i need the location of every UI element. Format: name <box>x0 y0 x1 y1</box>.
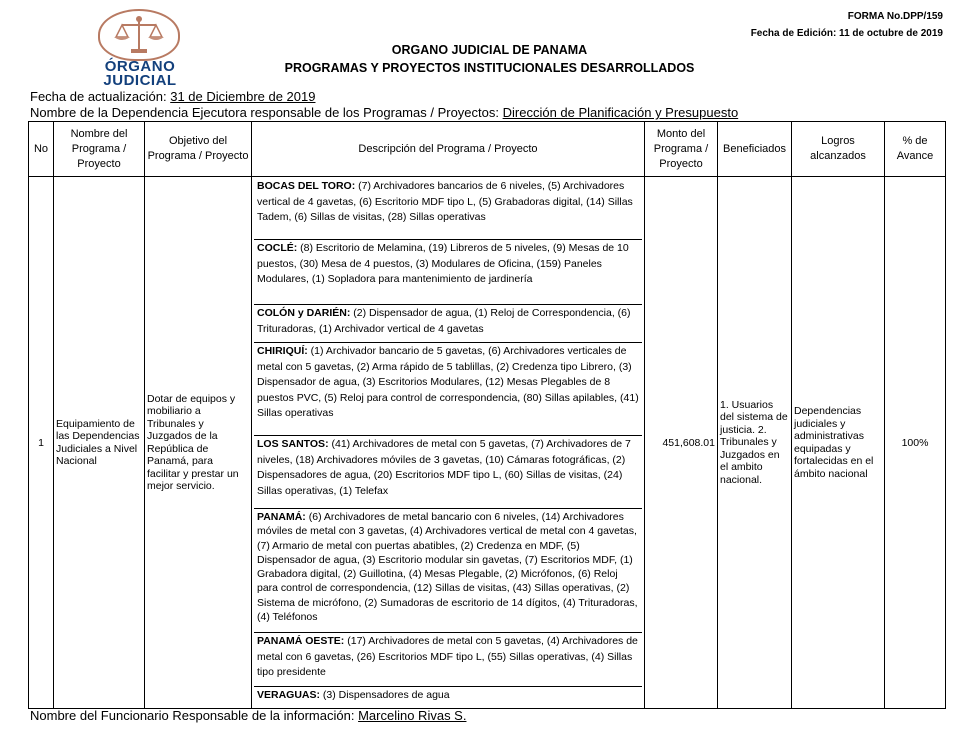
header-amount: Monto del Programa / Proyecto <box>645 122 718 177</box>
footer-line <box>30 708 466 723</box>
row-progress: 100% <box>885 177 946 709</box>
desc-segment-los-santos: LOS SANTOS: (41) Archivadores de metal con 5 gavetas, (7) Archivadores de 7 niveles, (18) Archivadores móviles de 3 gavetas, (10) Cámaras fotográficas, (2) Dispensadores de agua, (20) Escritorios MDF tipo L, (60) Sillas de visitas, (24) Sillas operativas, (1) Telefax <box>254 436 642 509</box>
header-beneficiaries: Beneficiados <box>718 122 792 177</box>
update-date-line <box>30 89 315 104</box>
document-title: ORGANO JUDICIAL DE PANAMA <box>391 43 588 57</box>
row-amount: 451,608.01 <box>645 177 718 709</box>
row-no: 1 <box>29 177 54 709</box>
footer-value: Marcelino Rivas S. <box>358 708 467 723</box>
row-name: Equipamiento de las Dependencias Judiciales a Nivel Nacional <box>54 177 145 709</box>
row-description <box>252 177 645 709</box>
document-subtitle: PROGRAMAS Y PROYECTOS INSTITUCIONALES DESARROLLADOS <box>284 61 695 75</box>
update-date-label: Fecha de actualización: <box>30 89 167 104</box>
desc-segment-chiriqui: CHIRIQUÍ: (1) Archivador bancario de 5 gavetas, (6) Archivadores verticales de metal con 5 gavetas, (2) Arma rápido de 5 tablillas, (2) Credenza tipo Librero, (3) Dispensador de agua, (3) Escritorios Modulares, (12) Mesas Plegables de 8 puestos PVC, (5) Reloj para control de correspondencia, (80) Sillas apilables, (41) Sillas operativas <box>254 343 642 436</box>
logo-text-judicial: JUDICIAL <box>103 72 177 89</box>
dependency-value: Dirección de Planificación y Presupuesto <box>502 105 739 120</box>
desc-segment-veraguas: VERAGUAS: (3) Dispensadores de agua <box>257 689 450 701</box>
desc-segment-bocas: BOCAS DEL TORO: (7) Archivadores bancarios de 6 niveles, (5) Archivadores vertical de 4 gavetas, (6) Escritorio MDF tipo L, (5) Grabadoras digital, (14) Sillas Tadem, (6) Sillas de visitas, (28) Sillas operativas <box>254 178 642 240</box>
desc-segment-cocle: COCLÉ: (8) Escritorio de Melamina, (19) Libreros de 5 niveles, (9) Mesas de 10 puestos, (30) Mesa de 4 puestos, (3) Modulares de Oficina, (159) Paneles Modulares, (1) Sopladora para mantenimiento de jardinería <box>254 240 642 305</box>
desc-segment-panama-oeste: PANAMÁ OESTE: (17) Archivadores de metal con 5 gavetas, (4) Archivadores de metal con 6 gavetas, (26) Escritorios MDF tipo L, (55) Sillas operativas, (4) Sillas tipo presidente <box>254 633 642 687</box>
header-description: Descripción del Programa / Proyecto <box>252 122 645 177</box>
row-objective: Dotar de equipos y mobiliario a Tribunales y Juzgados de la República de Panamá, para facilitar y prestar un mejor servicio. <box>145 177 252 709</box>
row-achievements: Dependencias judiciales y administrativas equipadas y fortalecidas en el ámbito nacional <box>792 177 885 709</box>
dependency-label: Nombre de la Dependencia Ejecutora responsable de los Programas / Proyectos: <box>30 105 499 120</box>
update-date-value: 31 de Diciembre de 2019 <box>170 89 316 104</box>
table-row <box>29 177 946 709</box>
logo-text-organo: ÓRGANO <box>104 58 176 75</box>
footer-label: Nombre del Funcionario Responsable de la información: <box>30 708 355 723</box>
programs-table <box>28 121 946 709</box>
desc-segment-panama: PANAMÁ: (6) Archivadores de metal bancario con 6 niveles, (14) Archivadores móviles de metal con 3 gavetas, (4) Archivadores vertical de metal con 4 gavetas, (7) Armario de metal con puertas abatibles, (2) Credenza en MDF, (5) Dispensador de agua, (3) Escritorio modular sin gavetas, (7) Escritorios MDF, (1) Grabadora digital, (2) Guillotina, (4) Mesas Plegable, (2) Micrófonos, (6) Reloj para control de correspondencia, (12) Sillas de visitas, (43) Sillas operativas, (2) Sistema de micrófono, (2) Sumadoras de escritorio de 14 dígitos, (4) Trituradoras, (4) Teléfonos <box>254 509 642 633</box>
header-progress: % de Avance <box>885 122 946 177</box>
desc-segment-colon-darien: COLÓN y DARIÉN: (2) Dispensador de agua, (1) Reloj de Correspondencia, (6) Trituradoras, (1) Archivador vertical de 4 gavetas <box>254 305 642 343</box>
header-achievements: Logros alcanzados <box>792 122 885 177</box>
header-objective: Objetivo del Programa / Proyecto <box>145 122 252 177</box>
form-number: FORMA No.DPP/159 <box>847 11 943 22</box>
table-header-row <box>29 122 946 177</box>
header-no: No <box>29 122 54 177</box>
row-beneficiaries: 1. Usuarios del sistema de justicia. 2. Tribunales y Juzgados en el ambito nacional. <box>718 177 792 709</box>
edition-date: Fecha de Edición: 11 de octubre de 2019 <box>750 28 943 39</box>
dependency-line <box>30 105 738 120</box>
header-name: Nombre del Programa / Proyecto <box>54 122 145 177</box>
